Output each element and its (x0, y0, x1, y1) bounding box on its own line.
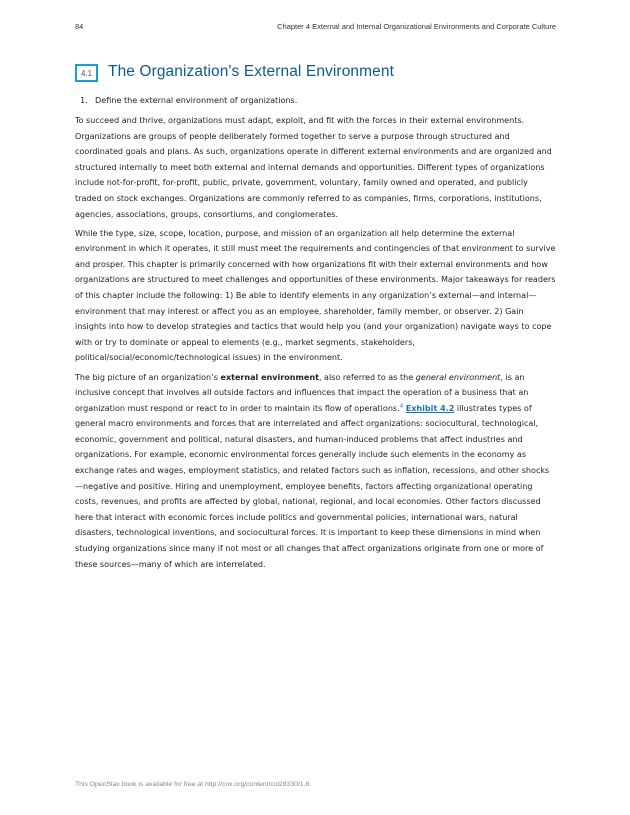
section-heading (75, 63, 556, 85)
paragraph-3-part2: , also referred to as the (318, 372, 416, 382)
term-general-environment: general environment (415, 372, 501, 382)
section-number-badge: 4.1 (75, 64, 98, 82)
page-footer: This OpenStax book is available for free at http://cnx.org/content/col28330/1.8 (75, 781, 310, 788)
page-header (75, 22, 556, 36)
paragraph-3-part3: , is an inclusive concept that involves all outside factors and influences that impact the operation of a business that an organization must respond or react to in order to maintain its flow of operations. (75, 372, 529, 413)
objective-number: 1. (80, 95, 88, 105)
section-title: The Organization's External Environment (108, 63, 394, 80)
exhibit-link[interactable]: Exhibit 4.2 (405, 403, 455, 413)
paragraph-3 (75, 370, 557, 573)
page-number: 84 (75, 22, 84, 31)
footnote-reference[interactable]: 4 (399, 403, 404, 410)
term-external-environment: external environment (220, 372, 319, 382)
objective-text: Define the external environment of organizations. (95, 95, 298, 105)
chapter-title: Chapter 4 External and Internal Organizational Environments and Corporate Culture (277, 22, 556, 31)
paragraph-3-part4: illustrates types of general macro environments and forces that are interrelated and affect organizations: sociocultural, technological, economic, government and political, natural disasters, and human-induced problems that affect industries and organizations. For example, economic environmental forces generally include such elements in the economy as exchange rates and wages, employment statistics, and related factors such as inflation, recessions, and other shocks—negative and positive. Hiring and unemployment, employee benefits, factors affecting organizational operating costs, revenues, and profits are affected by global, national, regional, and local economies. Other factors discussed here that interact with economic forces include politics and governmental policies, international wars, natural disasters, technological inventions, and sociocultural forces. It is important to keep these dimensions in mind when studying organizations since many if not most or all changes that affect organizations originate from one or more of these sources—many of which are interrelated. (75, 403, 550, 569)
paragraph-3-part1: The big picture of an organization’s (75, 372, 221, 382)
body-text (75, 113, 557, 576)
paragraph-2: While the type, size, scope, location, purpose, and mission of an organization all help determine the external environment in which it operates, it still must meet the requirements and contingencies of that environment to survive and prosper. This chapter is primarily concerned with how organizations fit with their external environments and how organizations are structured to meet challenges and opportunities of these environments. Major takeaways for readers of this chapter include the following: 1) Be able to identify elements in any organization’s external—and internal—environment that may interest or affect you as an employee, shareholder, family member, or observer. 2) Gain insights into how to develop strategies and tactics that would help you (and your organization) navigate ways to cope with or try to dominate or appeal to elements (e.g., market segments, stakeholders, political/social/economic/technological issues) in the environment. (75, 228, 556, 363)
learning-objective (80, 94, 550, 106)
paragraph-1: To succeed and thrive, organizations must adapt, exploit, and fit with the forces in their external environments. Organizations are groups of people deliberately formed together to serve a purpose through structured and coordinated goals and plans. As such, organizations operate in different external environments and are organized and structured internally to meet both external and internal demands and opportunities. Different types of organizations include not-for-profit, for-profit, public, private, government, voluntary, family owned and operated, and publicly traded on stock exchanges. Organizations are commonly referred to as companies, firms, corporations, institutions, agencies, associations, groups, consortiums, and conglomerates. (75, 116, 552, 219)
